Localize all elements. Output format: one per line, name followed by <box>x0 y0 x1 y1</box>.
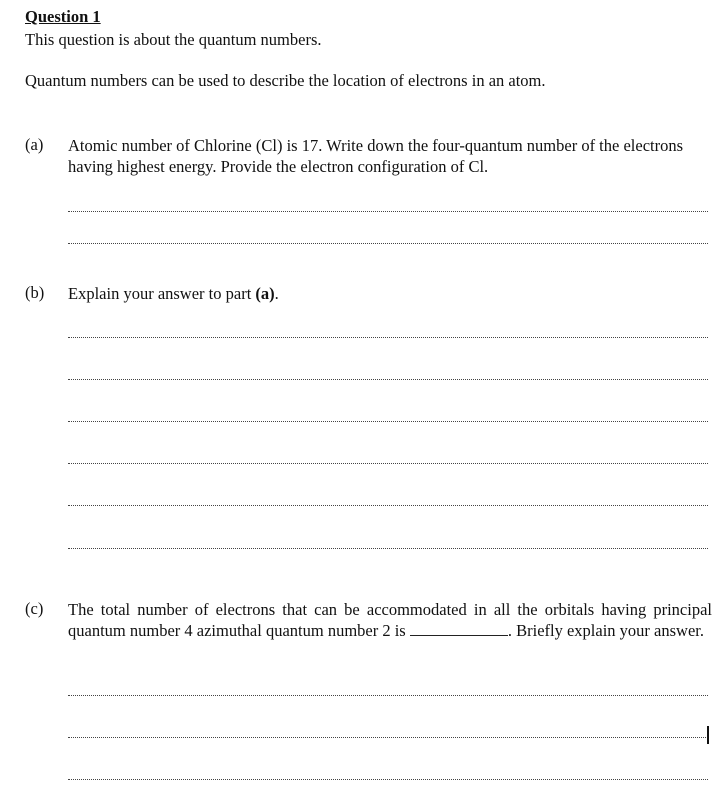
answer-blank-c[interactable] <box>410 621 508 636</box>
answer-line-b2[interactable] <box>68 379 708 380</box>
part-b-text-after: . <box>274 284 279 303</box>
part-b-text-before: Explain your answer to part <box>68 284 256 303</box>
part-b-reference: (a) <box>255 284 275 303</box>
answer-line-c1[interactable] <box>68 695 708 696</box>
answer-line-b4[interactable] <box>68 463 708 464</box>
question-title: Question 1 <box>25 7 101 26</box>
answer-line-a1[interactable] <box>68 211 708 212</box>
part-b-label: (b) <box>25 283 45 302</box>
part-c-text <box>68 599 712 641</box>
part-b-text <box>68 283 712 304</box>
answer-line-b1[interactable] <box>68 337 708 338</box>
part-a-label: (a) <box>25 135 44 154</box>
answer-line-b3[interactable] <box>68 421 708 422</box>
part-c-label: (c) <box>25 599 44 618</box>
question-intro: This question is about the quantum numbers. <box>25 30 322 49</box>
answer-line-a2[interactable] <box>68 243 708 244</box>
answer-line-c3[interactable] <box>68 779 708 780</box>
part-c-text-before: The total number of electrons that can be accommodated in all the orbitals having principal quantum number 4 azimuthal quantum number 2 is <box>68 600 712 640</box>
part-c-text-after: . Briefly explain your answer. <box>507 621 704 640</box>
text-cursor <box>707 726 709 744</box>
question-lead: Quantum numbers can be used to describe the location of electrons in an atom. <box>25 71 546 90</box>
answer-line-c2[interactable] <box>68 737 708 738</box>
part-a-text: Atomic number of Chlorine (Cl) is 17. Write down the four-quantum number of the electrons having highest energy. Provide the electron configuration of Cl. <box>68 136 684 176</box>
answer-line-b6[interactable] <box>68 548 708 549</box>
answer-line-b5[interactable] <box>68 505 708 506</box>
